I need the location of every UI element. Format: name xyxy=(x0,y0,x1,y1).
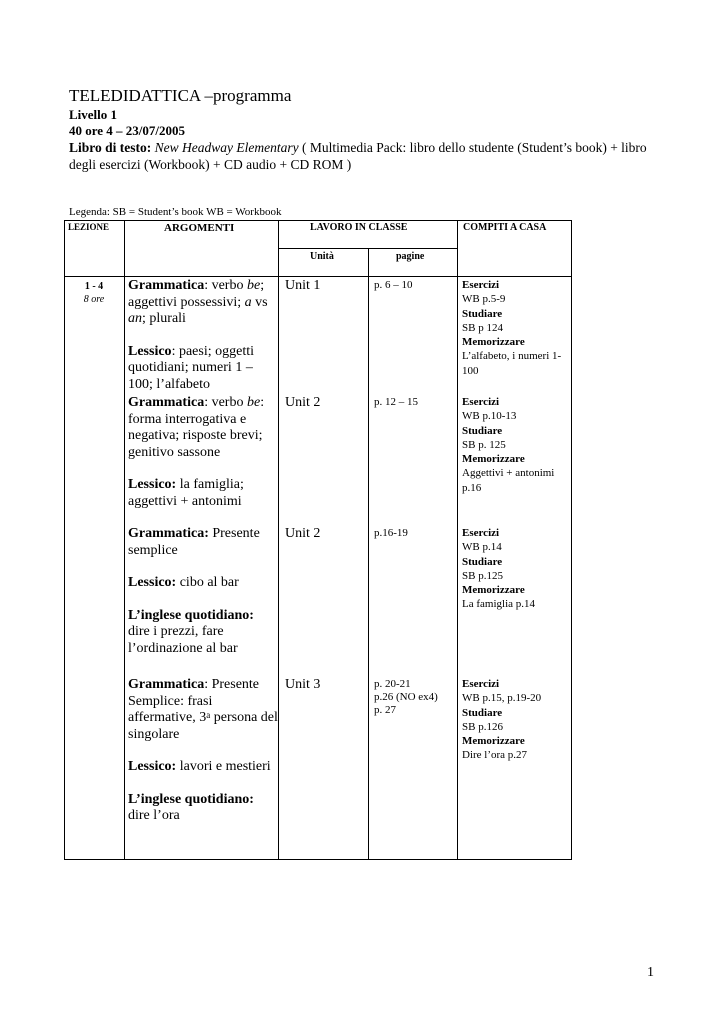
block-4-unit: Unit 3 xyxy=(285,677,321,692)
topic-grammar: Grammatica: Presente Semplice: frasi affermative, 3$^a$ persona del singolare xyxy=(128,677,278,742)
hours-dates: 40 ore 4 – 23/07/2005 xyxy=(69,123,186,138)
topic-lexicon: Lessico: la famiglia; aggettivi + antonimi xyxy=(128,477,244,509)
header-compiti: COMPITI A CASA xyxy=(463,222,547,233)
block-4-homework: Esercizi WB p.15, p.19-20 Studiare SB p.126 Memorizzare Dire l’ora p.27 xyxy=(462,678,542,762)
header-pagine: pagine xyxy=(396,251,425,262)
block-1-homework: Esercizi WB p.5-9 Studiare SB p 124 Memorizzare L’alfabeto, i numeri 1-100 xyxy=(462,279,562,377)
topic-lexicon: Lessico: paesi; oggetti quotidiani; numeri 1 – 100; l’alfabeto xyxy=(128,343,254,392)
block-3-unit: Unit 2 xyxy=(285,526,321,541)
block-4-pages: p. 20-21 p.26 (NO ex4) p. 27 xyxy=(374,678,438,716)
topic-grammar: Grammatica: Presente semplice xyxy=(128,526,260,558)
topic-grammar: Grammatica: verbo be: forma interrogativa e negativa; risposte brevi; genitivo sassone xyxy=(128,395,265,460)
topic-daily-english: L’inglese quotidiano: dire l’ora xyxy=(128,791,254,823)
block-4-argomenti xyxy=(128,677,278,825)
block-2-argomenti xyxy=(128,395,278,510)
page-number: 1 xyxy=(647,965,654,980)
legend: Legenda: SB = Student’s book WB = Workbook xyxy=(69,206,282,218)
page-title: TELEDIDATTICA –programma xyxy=(69,86,292,105)
topic-lexicon: Lessico: lavori e mestieri xyxy=(128,759,271,774)
textbook-description: ( Multimedia Pack: libro dello studente (Student’s book) + libro degli esercizi (Workbook) + CD audio + CD ROM ) xyxy=(69,140,647,172)
table-left-border xyxy=(64,220,65,860)
lesson-number: 1 - 4 xyxy=(84,281,104,292)
block-2-homework: Esercizi WB p.10-13 Studiare SB p. 125 Memorizzare Aggettivi + antonimi p.16 xyxy=(462,396,555,494)
block-2-pages: p. 12 – 15 xyxy=(374,396,418,408)
block-1-argomenti xyxy=(128,278,278,393)
header-unita: Unità xyxy=(310,251,334,262)
block-3-homework: Esercizi WB p.14 Studiare SB p.125 Memorizzare La famiglia p.14 xyxy=(462,527,536,611)
block-3-argomenti xyxy=(128,526,278,657)
block-1-pages: p. 6 – 10 xyxy=(374,279,413,291)
textbook-line xyxy=(69,139,669,173)
col-divider-lezione xyxy=(124,220,125,860)
table-bottom-border xyxy=(64,859,572,860)
topic-lexicon: Lessico: cibo al bar xyxy=(128,575,239,590)
block-2-unit: Unit 2 xyxy=(285,395,321,410)
header-bottom-border xyxy=(64,276,572,277)
topic-daily-english: L’inglese quotidiano: dire i prezzi, fare l’ordinazione al bar xyxy=(128,607,254,656)
header-lezione: LEZIONE xyxy=(68,222,110,232)
table-right-border xyxy=(571,220,572,860)
block-3-pages: p.16-19 xyxy=(374,527,408,539)
header-argomenti: ARGOMENTI xyxy=(164,222,235,234)
col-divider-unita xyxy=(368,248,369,860)
block-1-unit: Unit 1 xyxy=(285,278,321,293)
textbook-title: New Headway Elementary xyxy=(154,140,299,155)
level-label: Livello 1 xyxy=(69,107,118,122)
topic-grammar: Grammatica: verbo be; aggettivi possessivi; a vs an; plurali xyxy=(128,278,268,326)
table-top-border xyxy=(64,220,572,221)
header-lavoro: LAVORO IN CLASSE xyxy=(310,222,408,233)
col-divider-pagine xyxy=(457,220,458,860)
col-divider-argomenti xyxy=(278,220,279,860)
lesson-duration: 8 ore xyxy=(83,294,105,305)
textbook-label: Libro di testo: xyxy=(69,140,152,155)
